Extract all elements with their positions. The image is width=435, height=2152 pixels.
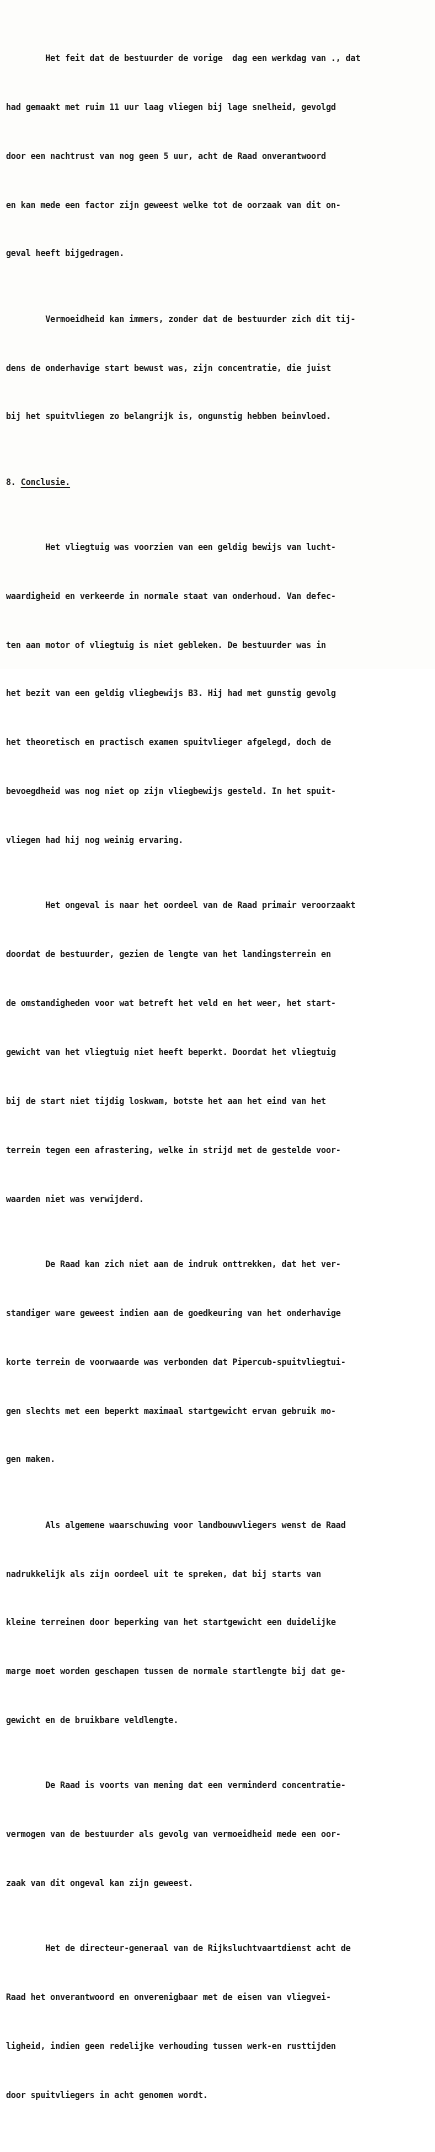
text-line: had gemaakt met ruim 11 uur laag vliegen bij lage snelheid, gevolgd — [6, 101, 336, 112]
text-line: Raad het onverantwoord en onverenigbaar met de eisen van vliegvei- — [6, 1992, 331, 2003]
text-line: vliegen had hij nog weinig ervaring. — [6, 835, 184, 846]
text-line: nadrukkelijk als zijn oordeel uit te spreken, dat bij starts van — [6, 1568, 322, 1579]
text-line: bevoegdheid was nog niet op zijn vliegbewijs gesteld. In het spuit- — [6, 786, 336, 797]
text-line: gewicht van het vliegtuig niet heeft beperkt. Doordat het vliegtuig — [6, 1047, 336, 1057]
text-line: door spuitvliegers in acht genomen wordt. — [6, 2090, 208, 2100]
text-line: het theoretisch en practisch examen spuitvlieger afgelegd, doch de — [6, 737, 331, 748]
text-line: Het ongeval is naar het oordeel van de Raad primair veroorzaakt — [6, 900, 356, 911]
text-line: waarden niet was verwijderd. — [6, 1193, 144, 1204]
text-line: marge moet worden geschapen tussen de normale startlengte bij dat ge- — [6, 1666, 346, 1677]
text-line: Vermoeidheid kan immers, zonder dat de bestuurder zich dit tij- — [6, 313, 356, 324]
text-line: terrein tegen een afrastering, welke in strijd met de gestelde voor- — [6, 1144, 341, 1155]
text-line: de omstandigheden voor wat betreft het veld en het weer, het start- — [6, 998, 336, 1009]
section-number: 8. — [6, 476, 21, 487]
text-line: bij de start niet tijdig loskwam, botste het aan het eind van het — [6, 1095, 326, 1106]
text-line: De Raad is voorts van mening dat een verminderd concentratie- — [6, 1780, 346, 1791]
text-line: gen slechts met een beperkt maximaal startgewicht ervan gebruik mo- — [6, 1405, 336, 1416]
text-line: bij het spuitvliegen zo belangrijk is, ongunstig hebben beinvloed. — [6, 411, 331, 422]
text-line: het bezit van een geldig vliegbewijs B3. Hij had met gunstig gevolg — [6, 688, 336, 699]
text-line: dens de onderhavige start bewust was, zijn concentratie, die juist — [6, 362, 331, 373]
text-line: waardigheid en verkeerde in normale staat van onderhoud. Van defec- — [6, 590, 336, 601]
text-line: geval heeft bijgedragen. — [6, 248, 125, 259]
text-line: De Raad kan zich niet aan de indruk onttrekken, dat het ver- — [6, 1258, 341, 1269]
text-line: gewicht en de bruikbare veldlengte. — [6, 1715, 179, 1726]
text-line: door een nachtrust van nog geen 5 uur, acht de Raad onverantwoord — [6, 150, 326, 161]
document-body — [6, 1, 431, 2152]
text-line: korte terrein de voorwaarde was verbonden dat Pipercub-spuitvliegtui- — [6, 1356, 346, 1367]
section-title: Conclusie. — [20, 476, 71, 487]
text-line: zaak van dit ongeval kan zijn geweest. — [6, 1878, 194, 1889]
text-line: gen maken. — [6, 1454, 56, 1465]
text-line: en kan mede een factor zijn geweest welke tot de oorzaak van dit on- — [6, 199, 341, 210]
text-line: Als algemene waarschuwing voor landbouwvliegers wenst de Raad — [6, 1519, 346, 1530]
text-line: ligheid, indien geen redelijke verhouding tussen werk-en rusttijden — [6, 2041, 336, 2052]
text-line: vermogen van de bestuurder als gevolg van vermoeidheid mede een oor- — [6, 1829, 341, 1840]
text-line: ten aan motor of vliegtuig is niet gebleken. De bestuurder was in — [6, 639, 326, 650]
text-line: Het de directeur-generaal van de Rijksluchtvaartdienst acht de — [6, 1943, 351, 1954]
section-heading — [6, 474, 431, 490]
text-line: standiger ware geweest indien aan de goedkeuring van het onderhavige — [6, 1307, 341, 1318]
text-line: Het vliegtuig was voorzien van een geldig bewijs van lucht- — [6, 541, 336, 552]
text-line: Het feit dat de bestuurder de vorige dag een werkdag van ., dat — [6, 52, 361, 63]
text-line: doordat de bestuurder, gezien de lengte van het landingsterrein en — [6, 949, 331, 960]
text-line: kleine terreinen door beperking van het startgewicht een duidelijke — [6, 1617, 336, 1628]
